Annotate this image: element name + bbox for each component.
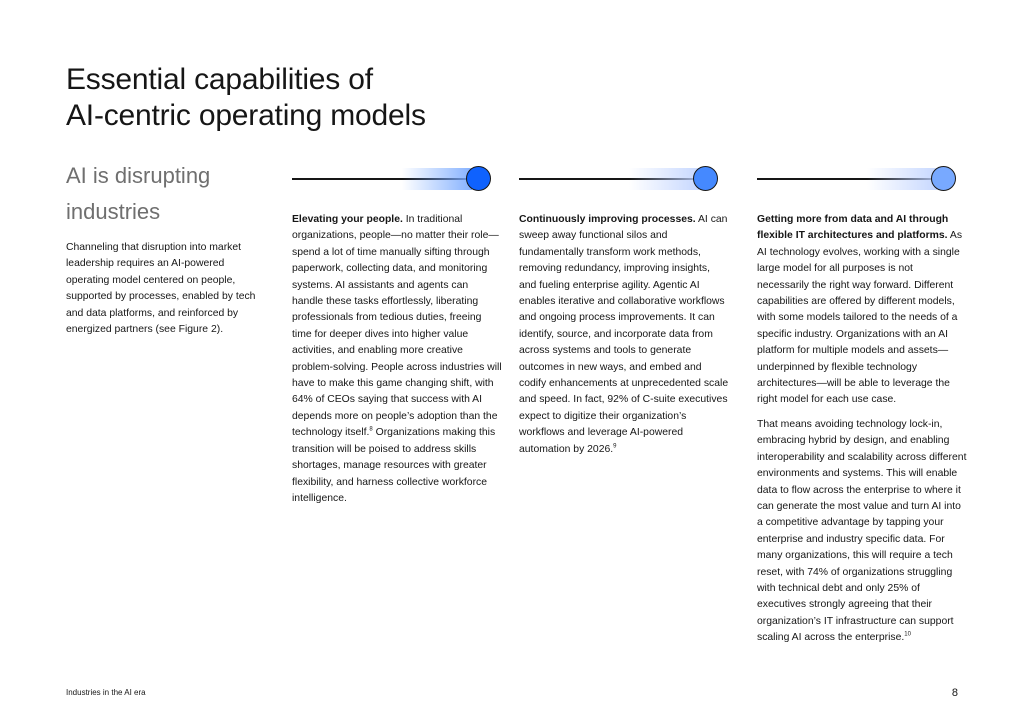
column-body: As AI technology evolves, working with a single large model for all purposes is not necessarily the right way forward. Different capabilities are offered by different models, with some models tailored to the needs of a specific industry. Organizations with an AI platform for multiple models and assets—underpinned by flexible technology architectures—will be able to leverage the right model for each use case.	[757, 230, 963, 406]
decoration-gradient	[629, 168, 699, 190]
column-body-second: That means avoiding technology lock-in, embracing hybrid by design, and enabling interoperability and scalability across different environments and systems. This will enable data to flow across the enterprise to where it can generate the most value and turn AI into a competitive advantage by tapping your enterprise and industry specific data. For many organizations, this will require a tech reset, with 74% of organizations struggling with technical debt and only 25% of executives strongly agreeing that their organization’s IT infrastructure can support scaling AI across the enterprise.	[757, 418, 967, 644]
decoration-gradient	[402, 168, 472, 190]
intro-paragraph: Channeling that disruption into market leadership requires an AI-powered operating model centered on people, supported by processes, enabled by tech and data platforms, and reinforced by energized partners (see Figure 2).	[66, 242, 256, 336]
capability-column-data-ai	[757, 160, 967, 647]
decoration-gradient	[867, 168, 937, 190]
footnote-ref: 9	[613, 443, 617, 450]
column-body: In traditional organizations, people—no matter their role—spend a lot of time manually sifting through paperwork, collecting data, and monitoring systems. AI assistants and agents can handle these tasks effortlessly, liberating professionals from tedious duties, freeing time for deeper dives into higher value activities, and enabling more creative problem-solving. People across industries will have to make this game changing shift, with 64% of CEOs saying that success with AI depends more on people’s adoption than the technology itself.	[292, 214, 502, 439]
page-number: 8	[951, 687, 958, 699]
column-heading: Getting more from data and AI through flexible IT architectures and platforms.	[757, 214, 949, 242]
page-title	[66, 62, 426, 134]
column-text	[757, 212, 967, 409]
column-decoration	[292, 160, 494, 200]
footnote-ref: 10	[904, 631, 911, 638]
page-title-line-2: AI-centric operating models	[66, 99, 426, 132]
footer-label: Industries in the AI era	[66, 688, 146, 697]
column-body: AI can sweep away functional silos and fundamentally transform work methods, removing redundancy, improving insights, and fueling enterprise agility. Agentic AI enables iterative and collaborative workflows and ongoing process improvements. It can identify, source, and incorporate data from across systems and tools to generate outcomes in new ways, and embed and codify enhancements at unprecedented scale and speed. In fact, 92% of C-suite executives expect to digitize their organization’s workflows and leverage AI-powered automation by 2026.	[519, 214, 729, 455]
decoration-circle-icon	[466, 166, 491, 191]
column-decoration	[757, 160, 959, 200]
page-title-line-1: Essential capabilities of	[66, 63, 373, 96]
capability-column-people	[292, 160, 502, 507]
footnote-ref: 8	[369, 426, 373, 433]
column-heading: Continuously improving processes.	[519, 214, 696, 225]
column-text	[519, 212, 729, 458]
column-text-second	[757, 417, 967, 647]
section-subtitle: AI is disrupting industries	[66, 163, 211, 224]
capability-column-processes	[519, 160, 729, 458]
column-heading: Elevating your people.	[292, 214, 403, 225]
column-text	[292, 212, 502, 507]
decoration-circle-icon	[931, 166, 956, 191]
column-decoration	[519, 160, 721, 200]
decoration-circle-icon	[693, 166, 718, 191]
column-body-continued: Organizations making this transition will be poised to address skills shortages, manage resources with greater flexibility, and harness collective workforce intelligence.	[292, 427, 496, 504]
